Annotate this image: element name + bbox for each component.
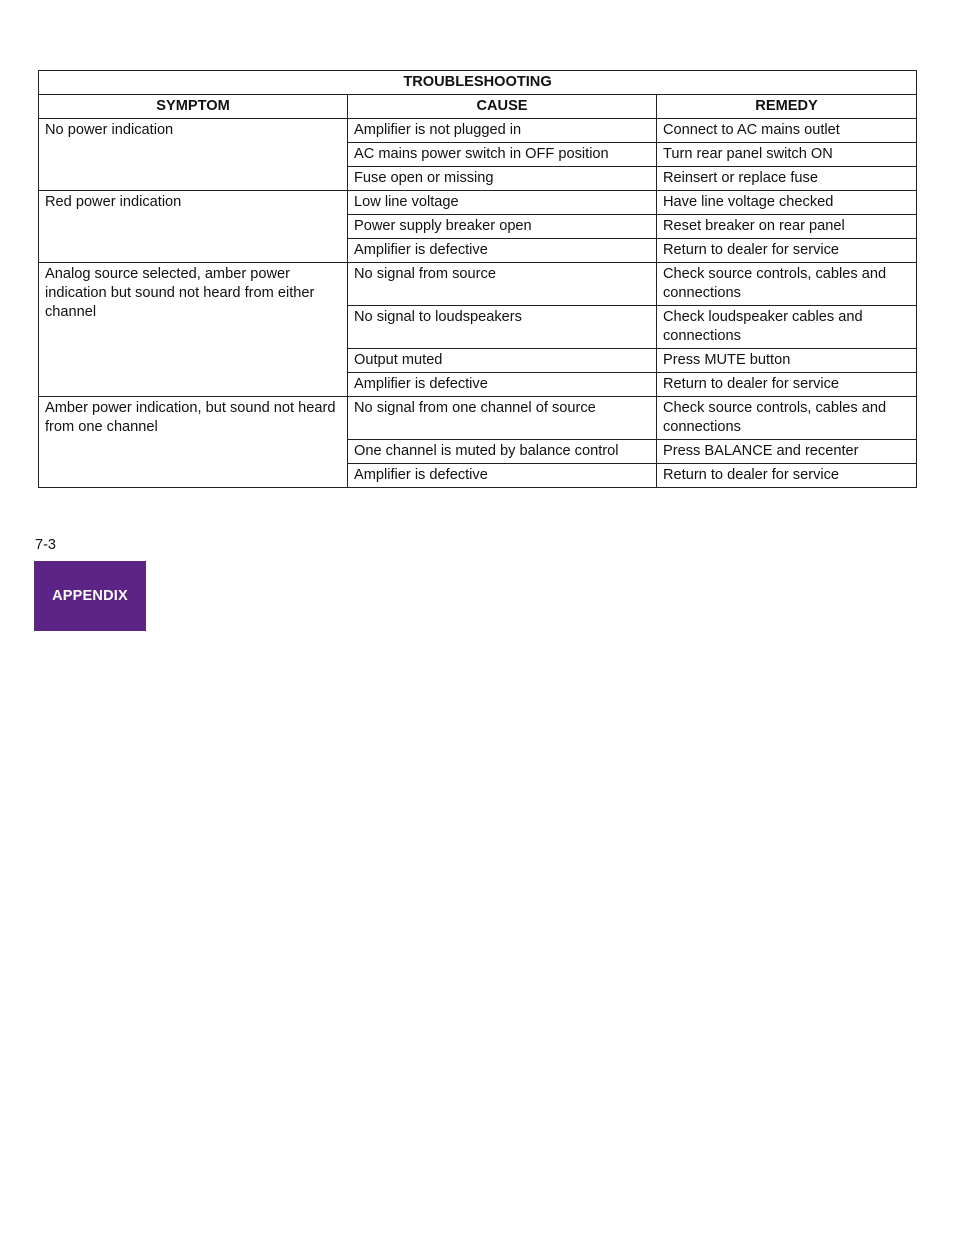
remedy-cell: Return to dealer for service bbox=[657, 239, 917, 263]
remedy-cell: Turn rear panel switch ON bbox=[657, 143, 917, 167]
symptom-cell: Analog source selected, amber power indication but sound not heard from either channel bbox=[39, 263, 348, 397]
table-row bbox=[39, 397, 917, 440]
remedy-cell: Reset breaker on rear panel bbox=[657, 215, 917, 239]
remedy-cell: Press BALANCE and recenter bbox=[657, 440, 917, 464]
symptom-cell: No power indication bbox=[39, 119, 348, 191]
remedy-cell: Connect to AC mains outlet bbox=[657, 119, 917, 143]
section-tab-appendix bbox=[34, 561, 146, 631]
section-tab-label: APPENDIX bbox=[52, 588, 128, 604]
header-symptom: SYMPTOM bbox=[39, 95, 348, 119]
table-row bbox=[39, 191, 917, 215]
remedy-cell: Check source controls, cables and connections bbox=[657, 263, 917, 306]
header-remedy: REMEDY bbox=[657, 95, 917, 119]
remedy-cell: Have line voltage checked bbox=[657, 191, 917, 215]
symptom-cell: Amber power indication, but sound not heard from one channel bbox=[39, 397, 348, 488]
cause-cell: No signal to loudspeakers bbox=[348, 306, 657, 349]
table-row bbox=[39, 263, 917, 306]
cause-cell: Output muted bbox=[348, 349, 657, 373]
cause-cell: Amplifier is defective bbox=[348, 464, 657, 488]
cause-cell: Low line voltage bbox=[348, 191, 657, 215]
cause-cell: Amplifier is defective bbox=[348, 373, 657, 397]
remedy-cell: Return to dealer for service bbox=[657, 464, 917, 488]
troubleshooting-table bbox=[38, 70, 917, 488]
cause-cell: Fuse open or missing bbox=[348, 167, 657, 191]
remedy-cell: Reinsert or replace fuse bbox=[657, 167, 917, 191]
table-row bbox=[39, 119, 917, 143]
remedy-cell: Return to dealer for service bbox=[657, 373, 917, 397]
header-cause: CAUSE bbox=[348, 95, 657, 119]
remedy-cell: Press MUTE button bbox=[657, 349, 917, 373]
table-title: TROUBLESHOOTING bbox=[39, 71, 917, 95]
remedy-cell: Check loudspeaker cables and connections bbox=[657, 306, 917, 349]
cause-cell: Power supply breaker open bbox=[348, 215, 657, 239]
cause-cell: No signal from source bbox=[348, 263, 657, 306]
page-number: 7-3 bbox=[35, 537, 56, 553]
cause-cell: One channel is muted by balance control bbox=[348, 440, 657, 464]
cause-cell: AC mains power switch in OFF position bbox=[348, 143, 657, 167]
symptom-cell: Red power indication bbox=[39, 191, 348, 263]
cause-cell: No signal from one channel of source bbox=[348, 397, 657, 440]
remedy-cell: Check source controls, cables and connections bbox=[657, 397, 917, 440]
cause-cell: Amplifier is defective bbox=[348, 239, 657, 263]
cause-cell: Amplifier is not plugged in bbox=[348, 119, 657, 143]
